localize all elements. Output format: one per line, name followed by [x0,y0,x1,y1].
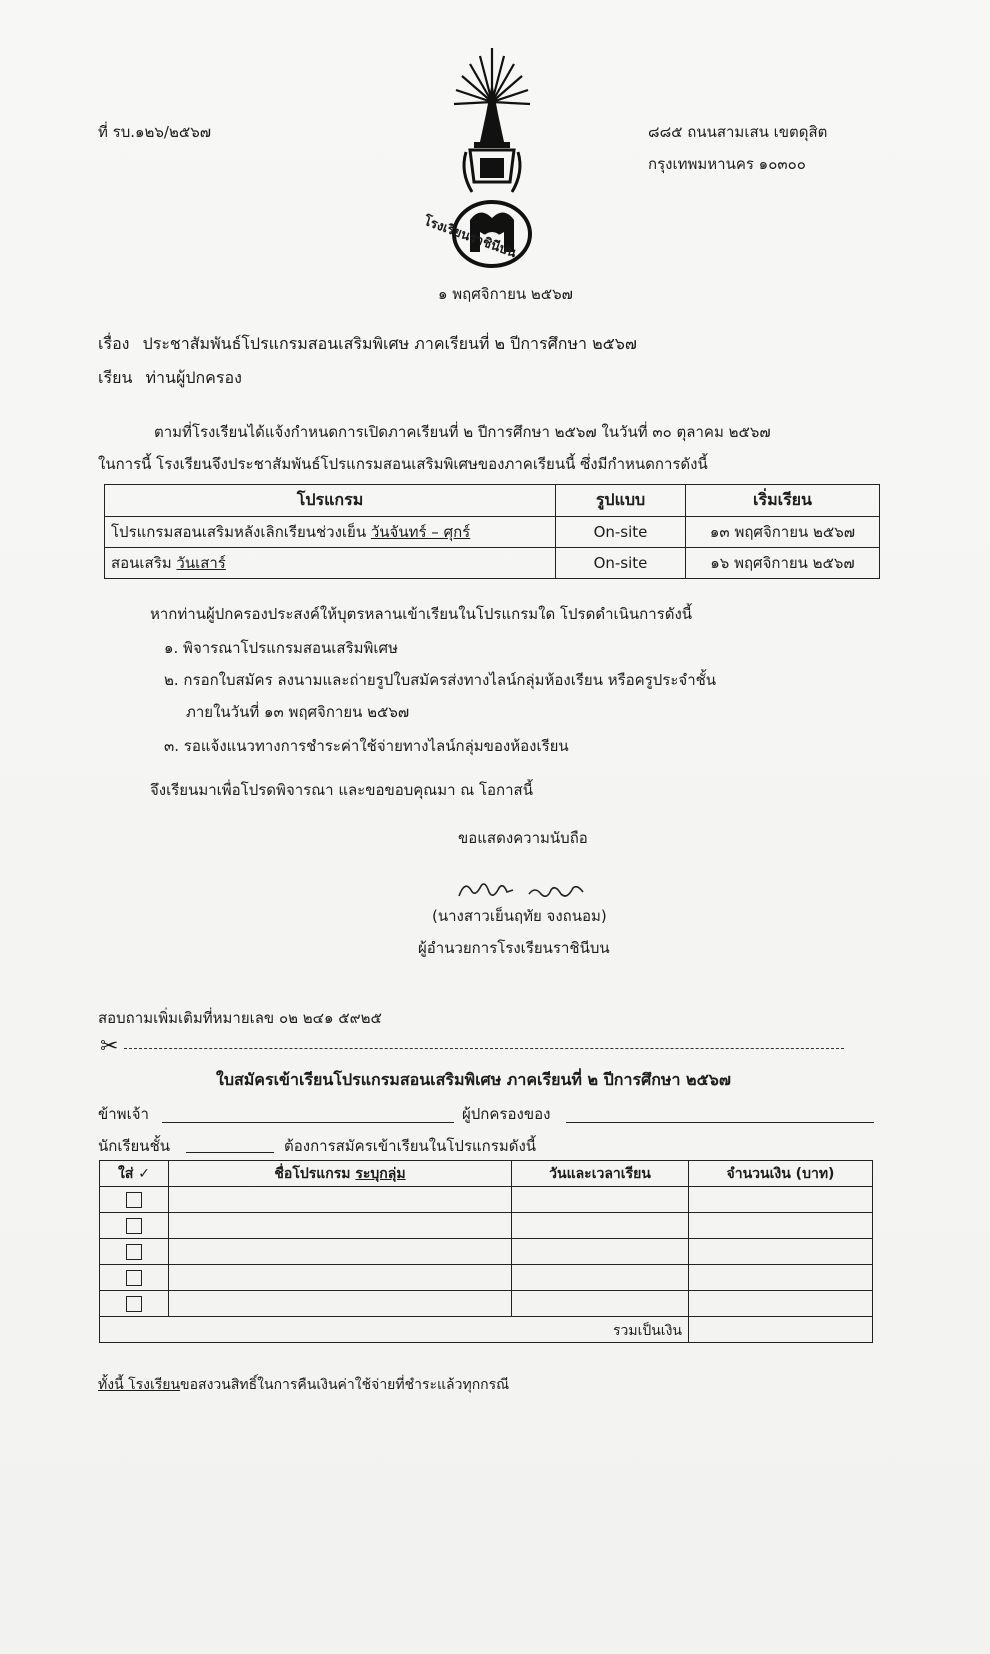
checkbox[interactable] [126,1296,142,1312]
total-row [100,1317,873,1343]
subject-label: เรื่อง [98,334,130,353]
label-wish: ต้องการสมัครเข้าเรียนในโปรแกรมดังนี้ [284,1137,537,1155]
instruction-step-1: ๑. พิจารณาโปรแกรมสอนเสริมพิเศษ [164,639,398,657]
time-input-cell[interactable] [512,1265,689,1291]
grade-field[interactable] [186,1152,274,1153]
label-grade: นักเรียนชั้น [98,1137,170,1155]
refund-note-text: ขอสงวนสิทธิ์ในการคืนเงินค่าใช้จ่ายที่ชำระแล้วทุกกรณี [180,1377,510,1393]
format-cell: On-site [556,548,686,579]
time-input-cell[interactable] [512,1239,689,1265]
program-table [104,484,880,579]
header-format: รูปแบบ [556,485,686,517]
start-date-cell: ๑๓ พฤศจิกายน ๒๕๖๗ [686,517,880,548]
amount-input-cell[interactable] [689,1239,873,1265]
time-input-cell[interactable] [512,1291,689,1317]
paragraph-line-1: ตามที่โรงเรียนได้แจ้งกำหนดการเปิดภาคเรียนที่ ๒ ปีการศึกษา ๒๕๖๗ ในวันที่ ๓๐ ตุลาคม ๒๕๖๗ [154,423,771,441]
program-input-cell[interactable] [169,1239,512,1265]
program-input-cell[interactable] [169,1291,512,1317]
checkbox-cell [100,1239,169,1265]
program-name-cell [105,517,556,548]
header-program-prefix: ชื่อโปรแกรม [274,1165,356,1182]
applicant-name-field[interactable] [162,1122,454,1123]
paragraph-line-2: ในการนี้ โรงเรียนจึงประชาสัมพันธ์โปรแกรมสอนเสริมพิเศษของภาคเรียนนี้ ซึ่งมีกำหนดการดังนี้ [98,455,708,473]
table-row [100,1187,873,1213]
program-input-cell[interactable] [169,1187,512,1213]
checkbox[interactable] [126,1218,142,1234]
cut-line [124,1048,844,1049]
header-program: โปรแกรม [105,485,556,517]
format-cell: On-site [556,517,686,548]
header-start: เริ่มเรียน [686,485,880,517]
instruction-step-2: ๒. กรอกใบสมัคร ลงนามและถ่ายรูปใบสมัครส่งทางไลน์กลุ่มห้องเรียน หรือครูประจำชั้น [164,671,717,689]
program-input-cell[interactable] [169,1265,512,1291]
letter-date: ๑ พฤศจิกายน ๒๕๖๗ [438,285,573,303]
instruction-step-2-deadline: ภายในวันที่ ๑๓ พฤศจิกายน ๒๕๖๗ [186,703,410,721]
checkbox-cell [100,1291,169,1317]
address-line-1: ๘๘๕ ถนนสามเสน เขตดุสิต [648,123,828,141]
scissors-icon: ✂ [100,1034,119,1059]
table-row [100,1239,873,1265]
reference-number: ที่ รบ.๑๒๖/๒๕๖๗ [98,123,212,141]
time-input-cell[interactable] [512,1213,689,1239]
label-guardian-of: ผู้ปกครองของ [462,1105,551,1123]
signer-name: (นางสาวเย็นฤทัย จงถนอม) [432,907,607,925]
contact-phone: สอบถามเพิ่มเติมที่หมายเลข ๐๒ ๒๔๑ ๕๙๒๕ [98,1009,382,1027]
application-table [99,1160,873,1343]
regards-text: ขอแสดงความนับถือ [458,829,588,847]
program-days: วันจันทร์ – ศุกร์ [370,523,471,541]
checkbox-cell [100,1265,169,1291]
to-text: ท่านผู้ปกครอง [145,368,242,387]
amount-input-cell[interactable] [689,1291,873,1317]
checkbox-cell [100,1213,169,1239]
time-input-cell[interactable] [512,1187,689,1213]
instruction-step-3: ๓. รอแจ้งแนวทางการชำระค่าใช้จ่ายทางไลน์กลุ่มของห้องเรียน [164,737,569,755]
label-i: ข้าพเจ้า [98,1105,149,1123]
instructions-intro: หากท่านผู้ปกครองประสงค์ให้บุตรหลานเข้าเรียนในโปรแกรมใด โปรดดำเนินการดังนี้ [150,605,693,623]
subject-line [98,332,637,357]
program-days: วันเสาร์ [176,554,226,572]
checkbox[interactable] [126,1244,142,1260]
amount-input-cell[interactable] [689,1187,873,1213]
total-label: รวมเป็นเงิน [100,1317,689,1343]
program-name-cell [105,548,556,579]
form-title: ใบสมัครเข้าเรียนโปรแกรมสอนเสริมพิเศษ ภาคเรียนที่ ๒ ปีการศึกษา ๒๕๖๗ [216,1070,731,1089]
refund-note-underlined: ทั้งนี้ โรงเรียน [98,1377,181,1393]
checkbox[interactable] [126,1270,142,1286]
to-label: เรียน [98,368,133,387]
school-logo-text: โรงเรียนราชินีบน [421,213,519,262]
school-logo [421,42,570,272]
total-amount-cell[interactable] [689,1317,873,1343]
refund-note [98,1374,509,1396]
program-table-header [105,485,880,517]
table-row [105,548,880,579]
program-input-cell[interactable] [169,1213,512,1239]
recipient-line [98,366,242,391]
table-row [100,1265,873,1291]
address-line-2: กรุงเทพมหานคร ๑๐๓๐๐ [648,155,806,173]
program-name: สอนเสริม [111,554,177,572]
header-time: วันและเวลาเรียน [512,1161,689,1187]
checkbox-cell [100,1187,169,1213]
header-check: ใส่ ✓ [100,1161,169,1187]
checkbox[interactable] [126,1192,142,1208]
header-program-name [169,1161,512,1187]
amount-input-cell[interactable] [689,1265,873,1291]
header-amount: จำนวนเงิน (บาท) [689,1161,873,1187]
application-table-header [100,1161,873,1187]
table-row [100,1213,873,1239]
program-name: โปรแกรมสอนเสริมหลังเลิกเรียนช่วงเย็น [111,523,371,541]
table-row [105,517,880,548]
student-name-field[interactable] [566,1122,874,1123]
signer-position: ผู้อำนวยการโรงเรียนราชินีบน [418,939,610,957]
closing-sentence: จึงเรียนมาเพื่อโปรดพิจารณา และขอขอบคุณมา ณ โอกาสนี้ [150,781,533,799]
amount-input-cell[interactable] [689,1213,873,1239]
table-row [100,1291,873,1317]
header-program-group: ระบุกลุ่ม [355,1165,406,1182]
start-date-cell: ๑๖ พฤศจิกายน ๒๕๖๗ [686,548,880,579]
subject-text: ประชาสัมพันธ์โปรแกรมสอนเสริมพิเศษ ภาคเรียนที่ ๒ ปีการศึกษา ๒๕๖๗ [142,334,637,353]
